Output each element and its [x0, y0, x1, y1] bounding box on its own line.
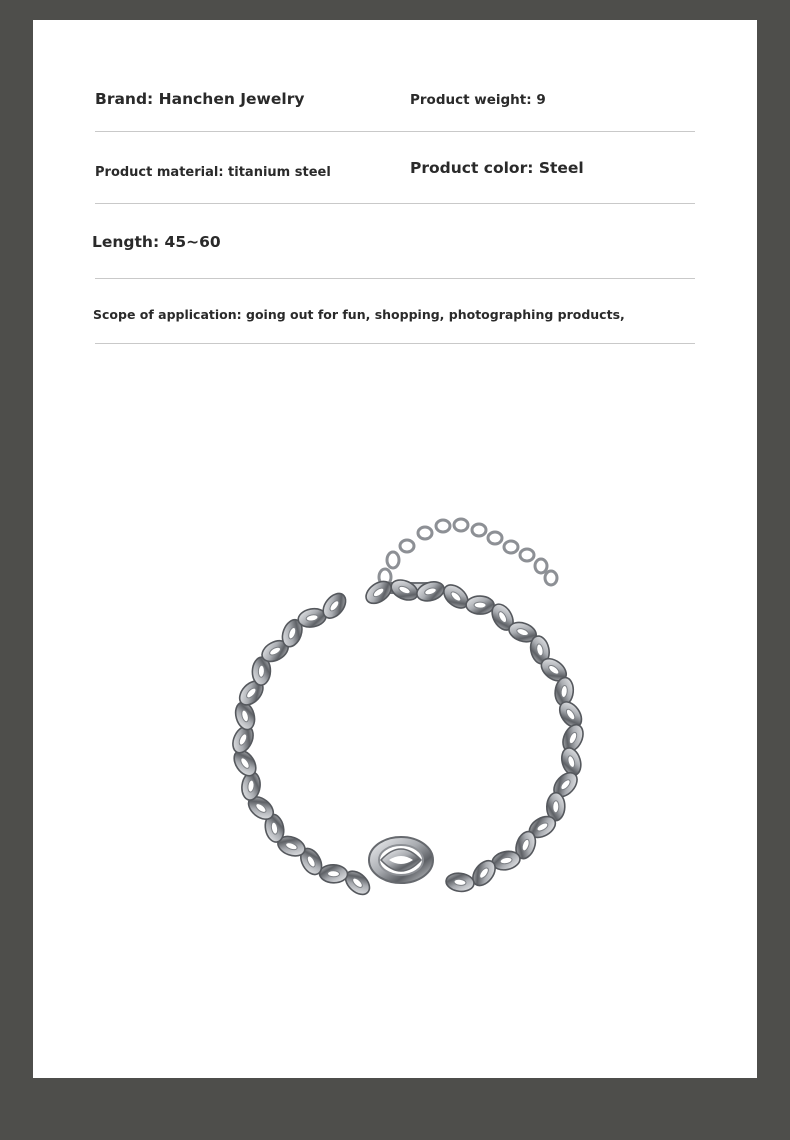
spec-weight: Product weight: 9 [410, 92, 546, 108]
chain-link [546, 792, 565, 820]
chain-link [537, 654, 570, 685]
chain-link [468, 857, 499, 890]
chain-link [414, 579, 446, 604]
chain-link [513, 829, 539, 861]
chain-link-hole [285, 841, 298, 851]
chain-link [362, 577, 395, 608]
chain-link [244, 792, 277, 823]
chain-link-hole [258, 665, 264, 677]
chain-link-hole [372, 586, 385, 598]
chain-link [559, 746, 584, 778]
chain-link-hole [306, 614, 319, 622]
chain-link [445, 872, 475, 893]
chain-link [554, 677, 575, 707]
curb-chain [229, 576, 587, 899]
chain-link-hole [568, 731, 578, 744]
chain-link [491, 849, 522, 872]
chain-link [559, 722, 587, 755]
chain-link-hole [238, 733, 249, 746]
chain-link [275, 833, 307, 859]
chain-link-hole [241, 709, 250, 722]
chain-link [528, 634, 551, 665]
chain-link [341, 867, 374, 899]
chain-link-hole [516, 627, 529, 637]
chain-link [263, 813, 286, 844]
chain-link [319, 864, 348, 883]
chain-link [466, 596, 494, 614]
logo-plate [369, 837, 433, 883]
chain-link [488, 600, 518, 633]
chain-link-hole [559, 778, 572, 791]
chain-link-hole [454, 879, 467, 886]
chain-link [279, 617, 306, 650]
spec-length: Length: 45~60 [92, 233, 221, 251]
chain-link-hole [254, 802, 267, 814]
chain-link [297, 845, 326, 878]
divider [95, 343, 695, 344]
chain-link-hole [247, 780, 254, 793]
chain-link [230, 746, 261, 779]
chain-link-hole [424, 587, 437, 596]
divider [95, 203, 695, 204]
chain-link-hole [536, 821, 549, 832]
spec-material: Product material: titanium steel [95, 165, 331, 180]
chain-link [235, 677, 267, 710]
chain-link [549, 768, 581, 801]
spec-brand: Brand: Hanchen Jewelry [95, 90, 305, 108]
chain-link-hole [567, 755, 576, 768]
chain-link-hole [565, 708, 577, 721]
chain-link-hole [553, 801, 559, 813]
chain-link [555, 698, 586, 731]
chain-link-hole [306, 855, 317, 868]
chain-link-hole [268, 646, 281, 657]
chain-link [233, 700, 258, 732]
chain-link-hole [561, 685, 568, 698]
chain-link [252, 657, 271, 686]
chain-link [259, 636, 292, 665]
chain-link [388, 576, 421, 604]
chain-link-hole [327, 871, 339, 877]
chain-link-hole [500, 856, 513, 864]
chain-link-hole [398, 585, 411, 595]
divider [95, 131, 695, 132]
chain-link-hole [449, 590, 462, 602]
chain-link [229, 723, 257, 756]
chain-link-hole [478, 867, 490, 880]
clasp [381, 582, 439, 594]
chain-link-hole [521, 838, 531, 851]
spec-scope: Scope of application: going out for fun, shopping, photographing products, [93, 307, 625, 322]
divider [95, 278, 695, 279]
extension-chain [379, 519, 561, 598]
chain-link [240, 771, 261, 801]
chain-link [439, 580, 472, 612]
chain-link-hole [497, 610, 508, 623]
chain-link-hole [245, 687, 258, 700]
spec-card [33, 20, 757, 1078]
chain-link-hole [547, 664, 560, 676]
chain-link-hole [328, 599, 340, 612]
spec-color: Product color: Steel [410, 159, 584, 177]
chain-link-hole [287, 627, 297, 640]
chain-link [526, 812, 559, 841]
chain-link-hole [536, 643, 544, 656]
chain-link [506, 619, 538, 645]
chain-link-hole [351, 877, 364, 890]
chain-link [297, 606, 328, 629]
chain-link-hole [239, 756, 251, 769]
chain-link [319, 589, 351, 622]
chain-link-hole [474, 602, 486, 608]
chain-link-hole [270, 822, 278, 835]
